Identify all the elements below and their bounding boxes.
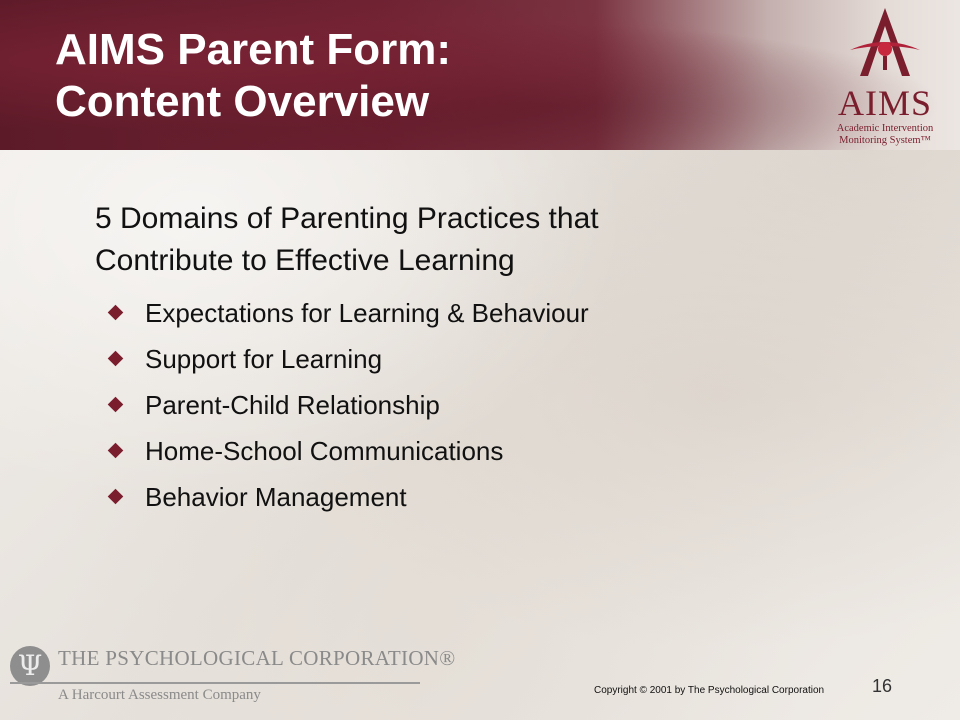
list-item	[95, 290, 875, 336]
corporation-name: THE PSYCHOLOGICAL CORPORATION®	[58, 646, 456, 670]
aims-a-logo-icon	[820, 4, 950, 84]
list-item	[95, 382, 875, 428]
diamond-bullet-icon	[108, 305, 124, 321]
title-line-2: Content Overview	[55, 77, 430, 126]
heading-line-1: 5 Domains of Parenting Practices that	[95, 202, 599, 235]
corporation-tagline: A Harcourt Assessment Company	[58, 687, 261, 703]
diamond-bullet-icon	[108, 443, 124, 459]
slide-title	[55, 24, 451, 128]
title-line-1: AIMS Parent Form:	[55, 25, 452, 74]
section-heading	[95, 198, 875, 282]
title-banner	[0, 0, 960, 150]
list-item-label: Support for Learning	[145, 344, 383, 374]
list-item-label: Expectations for Learning & Behaviour	[145, 298, 589, 328]
heading-line-2: Contribute to Effective Learning	[95, 244, 515, 277]
list-item	[95, 428, 875, 474]
corporation-logo	[10, 640, 456, 712]
copyright-notice: Copyright © 2001 by The Psychological Corporation	[594, 685, 825, 696]
aims-logo	[820, 4, 950, 149]
list-item-label: Home-School Communications	[145, 436, 504, 466]
logo-wordmark: AIMS	[837, 83, 933, 123]
domain-list	[95, 290, 875, 520]
diamond-bullet-icon	[108, 489, 124, 505]
diamond-bullet-icon	[108, 351, 124, 367]
logo-subtitle	[820, 123, 950, 147]
logo-subtitle-line-2: Monitoring System™	[839, 135, 931, 146]
logo-divider	[10, 682, 420, 684]
diamond-bullet-icon	[108, 397, 124, 413]
psi-logo-icon: Ψ	[10, 646, 50, 686]
list-item-label: Behavior Management	[145, 482, 407, 512]
list-item	[95, 336, 875, 382]
list-item	[95, 474, 875, 520]
content-area	[95, 198, 875, 520]
list-item-label: Parent-Child Relationship	[145, 390, 440, 420]
page-number: 16	[872, 676, 893, 696]
logo-subtitle-line-1: Academic Intervention	[836, 123, 934, 134]
